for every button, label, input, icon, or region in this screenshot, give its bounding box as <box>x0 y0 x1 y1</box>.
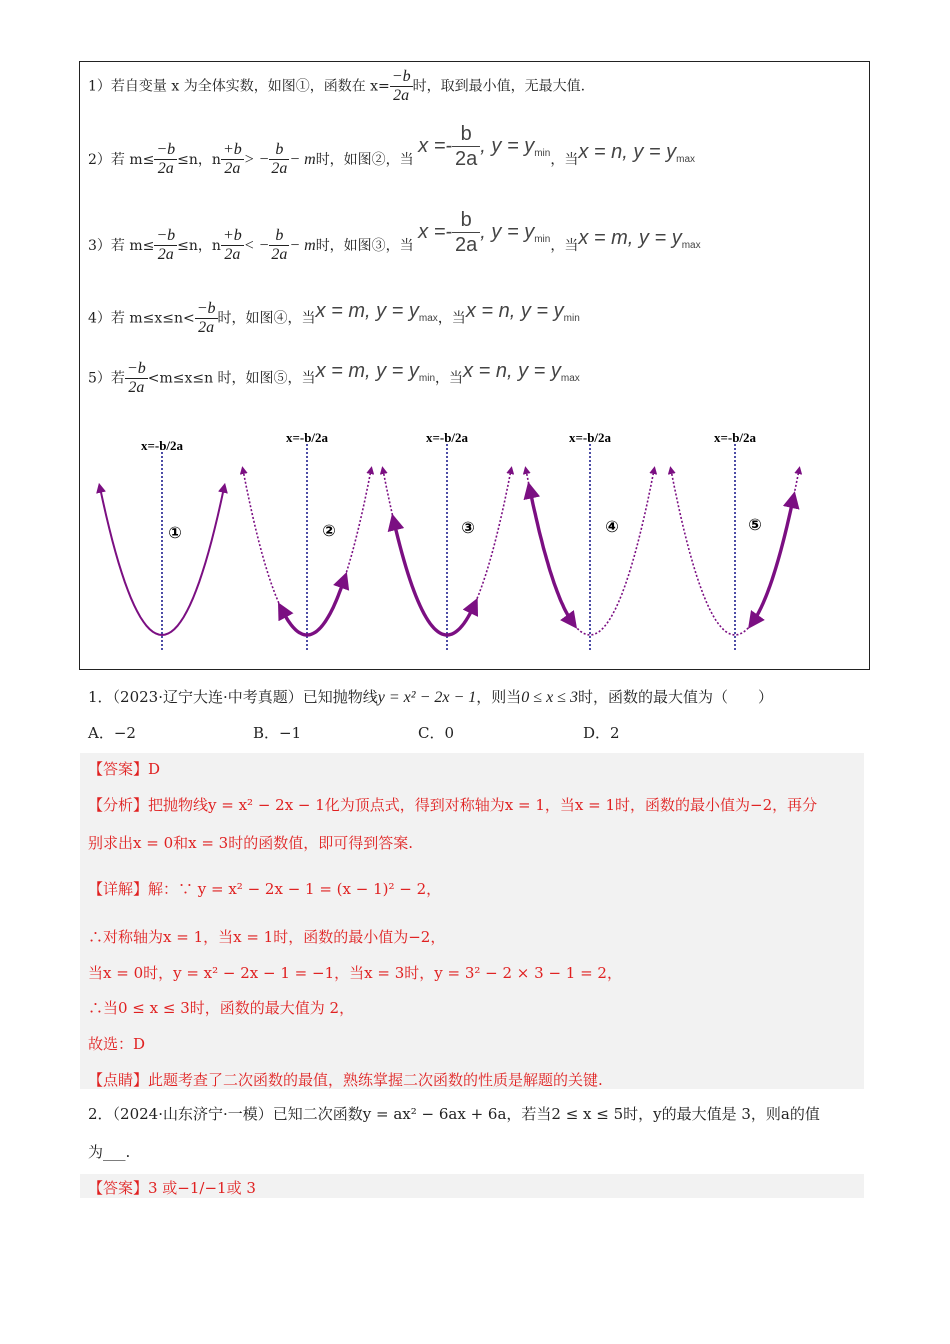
q1-detail-line-5: 故选：D <box>88 1035 146 1053</box>
q1-detail-line-3: 当x = 0时，y = x² − 2x − 1 = −1，当x = 3时，y = 3² − 2 × 3 − 1 = 2， <box>88 964 622 982</box>
fraction: $\frac{-b}{2a}$ <box>196 300 216 336</box>
q1-analysis-line-1: 【分析】把抛物线y = x² − 2x − 1化为顶点式，得到对称轴为x = 1，当x = 1时，函数的最小值为−2，再分 <box>88 796 818 814</box>
q1-detail-line-1: 【详解】解：∵ y = x² − 2x − 1 = (x − 1)² − 2， <box>88 880 442 898</box>
formula-max: x = m, $y = y_{max}$ <box>315 299 438 324</box>
q1-option-c[interactable]: C．0 <box>418 724 455 742</box>
q2-answer: 【答案】3 或−1/−1或 3 <box>88 1179 256 1197</box>
parabola-figures <box>85 430 815 655</box>
case-5-line: 5）若 $\frac{-b}{2a}$ <m≤x≤n 时，如图⑤，当x = m, $y = y_{min}$，当x = n, $y = y_{max}$ <box>88 359 580 396</box>
case-4-line: 4）若 m≤x≤n< $\frac{-b}{2a}$ 时，如图④，当x = m, $y = y_{max}$，当x = n, $y = y_{min}$ <box>88 299 580 336</box>
figure-number-label: ② <box>322 521 336 540</box>
figure-group <box>100 430 799 650</box>
fraction: $\frac{-b}{2a}$ <box>126 360 146 396</box>
case-1-text: 1）若自变量 x 为全体实数，如图①，函数在 x= <box>88 78 390 95</box>
q1-option-b[interactable]: B．−1 <box>253 724 302 742</box>
q1-comment: 【点睛】此题考查了二次函数的最值，熟练掌握二次函数的性质是解题的关键. <box>88 1071 603 1089</box>
q1-answer: 【答案】D <box>88 760 161 778</box>
q1-analysis-line-2: 别求出x = 0和x = 3时的函数值，即可得到答案. <box>88 834 413 852</box>
axis-label: x=-b/2a <box>568 430 612 445</box>
parabola-interval-segment <box>530 490 572 622</box>
fraction: $\frac{b}{2a}$ <box>271 227 288 264</box>
q2-stem-line-2: 为___. <box>88 1143 131 1161</box>
figure-number-label: ⑤ <box>748 515 762 534</box>
q1-detail-line-2: ∴对称轴为x = 1，当x = 1时，函数的最小值为−2， <box>88 928 446 946</box>
formula-max: x = n, $y = y_{max}$ <box>578 140 696 165</box>
q1-detail-line-4: ∴当0 ≤ x ≤ 3时，函数的最大值为 2， <box>88 999 355 1017</box>
q2-stem-line-1: 2．（2024·山东济宁·一模）已知二次函数y = ax² − 6ax + 6a，若当2 ≤ x ≤ 5时，y的最大值是 3，则a的值 <box>88 1105 820 1123</box>
formula-max: x = m, $y = y_{max}$ <box>578 226 701 251</box>
fraction: $\frac{-b}{2a}$ <box>156 141 176 178</box>
formula-max: x = n, $y = y_{max}$ <box>463 359 580 384</box>
fraction: $\frac{b}{2a}$ <box>271 141 288 178</box>
figure-number-label: ④ <box>605 517 619 536</box>
fraction: $\frac{-b}{2a}$ <box>391 68 411 104</box>
figure-number-label: ③ <box>461 518 475 537</box>
q1-option-a[interactable]: A．−2 <box>88 724 136 742</box>
q1-stem: 1．（2023·辽宁大连·中考真题）已知抛物线y = x² − 2x − 1，则当0 ≤ x ≤ 3时，函数的最大值为（ ） <box>88 688 773 706</box>
formula-min: x =- $\frac{b}{2a}$ , $y = y_{min}$ <box>418 123 551 170</box>
fraction: $\frac{+b}{2a}$ <box>222 227 242 264</box>
formula-min: x = n, $y = y_{min}$ <box>465 299 580 324</box>
fraction: $\frac{+b}{2a}$ <box>222 141 242 178</box>
q1-option-d[interactable]: D．2 <box>583 724 620 742</box>
fraction: $\frac{-b}{2a}$ <box>156 227 176 264</box>
figure-number-label: ① <box>168 523 182 542</box>
formula-min: x = m, $y = y_{min}$ <box>315 359 436 384</box>
axis-label: x=-b/2a <box>140 438 184 453</box>
parabola-interval-segment <box>394 522 474 635</box>
formula-min: x =- $\frac{b}{2a}$ , $y = y_{min}$ <box>418 209 551 256</box>
axis-label: x=-b/2a <box>713 430 757 445</box>
parabola-interval-segment <box>282 580 344 635</box>
case-3-line: 3）若 m≤ $\frac{-b}{2a}$ ≤n，n $\frac{+b}{2a}$ < − $\frac{b}{2a}$ − m时，如图③，当 x =- $\frac{b}{2a}$ , $y = y_{min}$，当x = m, $y = y_{max}$ <box>88 209 701 264</box>
axis-label: x=-b/2a <box>285 430 329 445</box>
case-1-line: 1）若自变量 x 为全体实数，如图①，函数在 x= $\frac{-b}{2a}$ 时，取到最小值，无最大值. <box>88 68 586 104</box>
case-2-line: 2）若 m≤ $\frac{-b}{2a}$ ≤n，n $\frac{+b}{2a}$ > − $\frac{b}{2a}$ − m时，如图②，当 x =- $\frac{b}{2a}$ , $y = y_{min}$，当x = n, $y = y_{max}$ <box>88 123 696 178</box>
axis-label: x=-b/2a <box>425 430 469 445</box>
